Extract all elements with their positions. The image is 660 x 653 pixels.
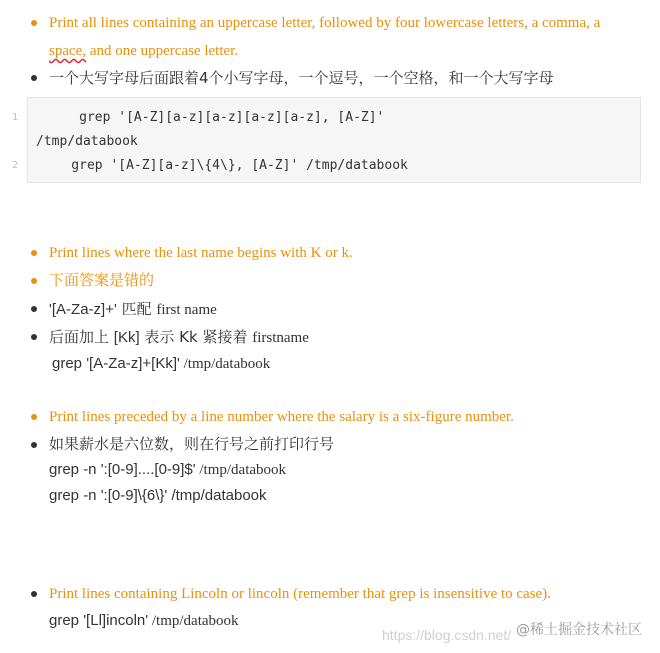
code-line-1-wrap: /tmp/databook	[36, 134, 138, 149]
item-5-match: 匹配	[116, 300, 157, 318]
item-9-command-pattern: grep '[Ll]incoln'	[49, 612, 149, 629]
code-line-number-1: 1	[12, 112, 19, 123]
item-9-command	[49, 612, 239, 630]
bullet-8	[31, 442, 37, 448]
item-5-regex: '[A-Za-z]+'	[49, 301, 117, 318]
watermark-brand: @稀土掘金技术社区	[516, 622, 642, 638]
item-8-text: 如果薪水是六位数，则在行号之前打印行号	[49, 435, 335, 453]
item-7-text: Print lines preceded by a line number where the salary is a six-figure number.	[49, 409, 514, 425]
item-6-firstname: firstname	[252, 330, 309, 346]
item-6-text	[49, 328, 309, 347]
item-4-text: 下面答案是错的	[49, 271, 155, 289]
item-6-command-path: /tmp/databook	[179, 356, 271, 372]
item-9-command-path: /tmp/databook	[148, 613, 239, 629]
item-5-text	[49, 300, 217, 319]
code-line-number-2: 2	[12, 160, 19, 171]
bullet-6	[31, 334, 37, 340]
item-8-command-2: grep -n ':[0-9]\{6\}' /tmp/databook	[49, 487, 267, 504]
item-6-command-pattern: grep '[A-Za-z]+[Kk]'	[52, 355, 180, 372]
item-8-command-1	[49, 461, 286, 479]
item-2-text: 一个大写字母后面跟着4个小写字母，一个逗号，一个空格，和一个大写字母	[49, 69, 554, 87]
item-6-kk: [Kk]	[113, 329, 140, 346]
item-8-command-1-path: /tmp/databook	[195, 462, 287, 478]
item-6-middle: 表示 Kk 紧接着	[139, 328, 253, 346]
bullet-4	[31, 278, 37, 284]
bullet-2	[31, 75, 37, 81]
bullet-7	[31, 414, 37, 420]
watermark-url: https://blog.csdn.net/	[382, 627, 512, 643]
bullet-1	[31, 20, 37, 26]
code-line-1: grep '[A-Z][a-z][a-z][a-z][a-z], [A-Z]'	[40, 110, 385, 125]
item-9-text: Print lines containing Lincoln or lincoln (remember that grep is insensitive to case).	[49, 586, 551, 602]
bullet-5	[31, 306, 37, 312]
item-1-line-2-rest: and one uppercase letter.	[86, 43, 239, 59]
code-line-2: grep '[A-Z][a-z]\{4\}, [A-Z]' /tmp/databook	[40, 158, 408, 173]
bullet-9	[31, 591, 37, 597]
item-6-prefix: 后面加上	[49, 328, 114, 346]
item-1-line-1: Print all lines containing an uppercase letter, followed by four lowercase letters, a comma, a	[49, 15, 601, 31]
item-6-command	[52, 355, 270, 373]
item-1-line-2	[49, 42, 238, 60]
item-5-firstname: first name	[156, 302, 217, 318]
spell-error-space: space,	[49, 43, 87, 59]
item-8-command-1-pattern: grep -n ':[0-9]....[0-9]$'	[49, 461, 196, 478]
item-3-text: Print lines where the last name begins with K or k.	[49, 245, 353, 261]
bullet-3	[31, 250, 37, 256]
